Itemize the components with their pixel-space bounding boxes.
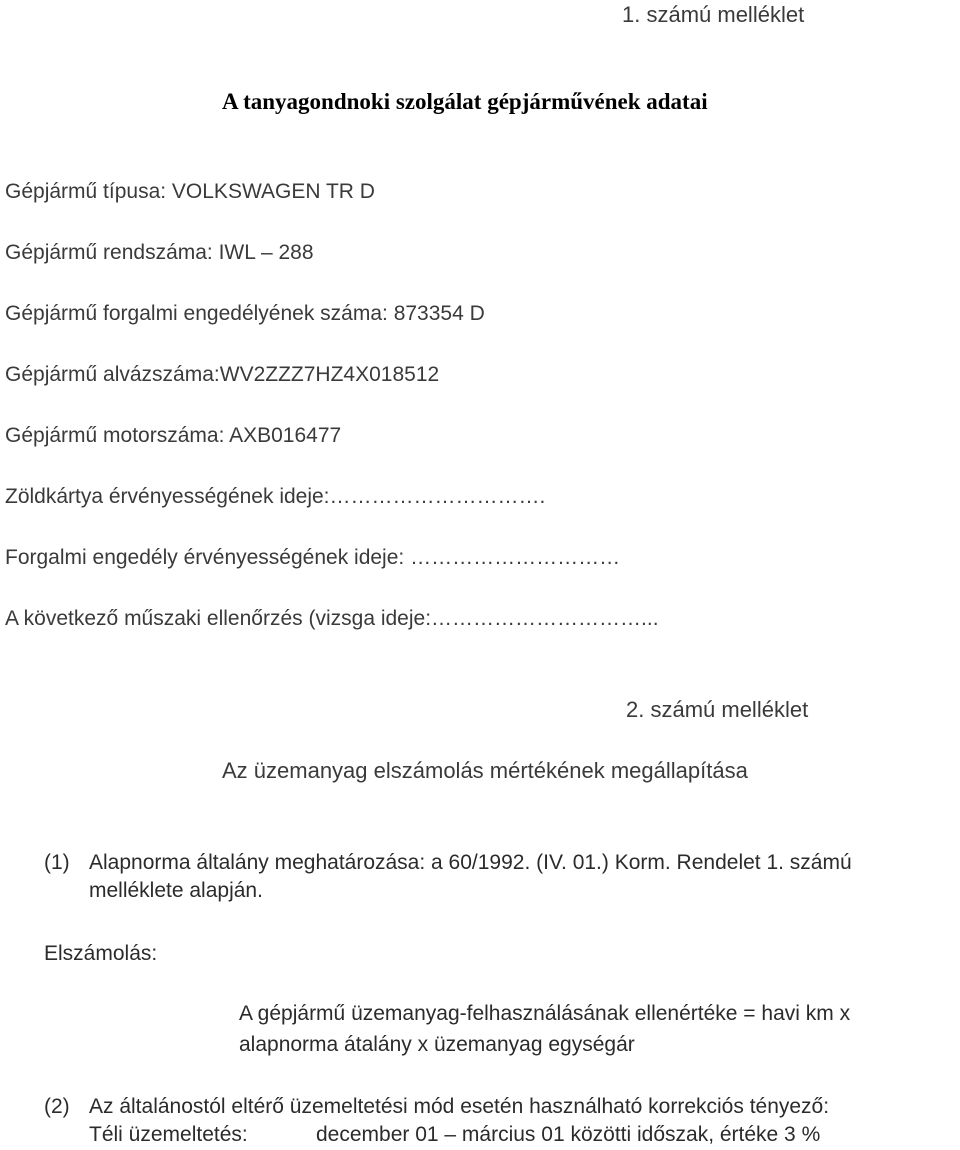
winter-operation-value: december 01 – március 01 közötti időszak, értéke 3 %: [316, 1123, 821, 1146]
chassis-number-field: Gépjármű alvázszáma:WV2ZZZ7HZ4X018512: [5, 363, 440, 386]
item-2-line-1: Az általánostól eltérő üzemeltetési mód esetén használható korrekciós tényező:: [89, 1095, 830, 1118]
formula-line-1: A gépjármű üzemanyag-felhasználásának ellenértéke = havi km x: [239, 1002, 851, 1025]
item-1-number: (1): [44, 851, 70, 874]
settlement-label: Elszámolás:: [44, 942, 158, 965]
item-1-line-1: Alapnorma általány meghatározása: a 60/1992. (IV. 01.) Korm. Rendelet 1. számú: [89, 851, 852, 874]
annex-1-title: A tanyagondnoki szolgálat gépjárművének adatai: [222, 89, 708, 114]
winter-operation-label: Téli üzemeltetés:: [89, 1123, 248, 1146]
next-inspection-field: A következő műszaki ellenőrzés (vizsga ideje:…………………………...: [5, 607, 659, 630]
annex-2-label: 2. számú melléklet: [626, 697, 809, 722]
annex-2-title: Az üzemanyag elszámolás mértékének megállapítása: [222, 758, 748, 783]
green-card-validity-field: Zöldkártya érvényességének ideje:………………………….: [5, 485, 546, 508]
item-1-line-2: melléklete alapján.: [89, 879, 263, 902]
engine-number-field: Gépjármű motorszáma: AXB016477: [5, 424, 342, 447]
formula-line-2: alapnorma átalány x üzemanyag egységár: [239, 1033, 635, 1056]
annex-1-label: 1. számú melléklet: [622, 2, 805, 27]
vehicle-type-field: Gépjármű típusa: VOLKSWAGEN TR D: [5, 180, 375, 203]
registration-validity-field: Forgalmi engedély érvényességének ideje: …………………………: [5, 546, 621, 569]
vehicle-plate-field: Gépjármű rendszáma: IWL – 288: [5, 241, 314, 264]
registration-certificate-field: Gépjármű forgalmi engedélyének száma: 873354 D: [5, 302, 485, 325]
item-2-number: (2): [44, 1095, 70, 1118]
